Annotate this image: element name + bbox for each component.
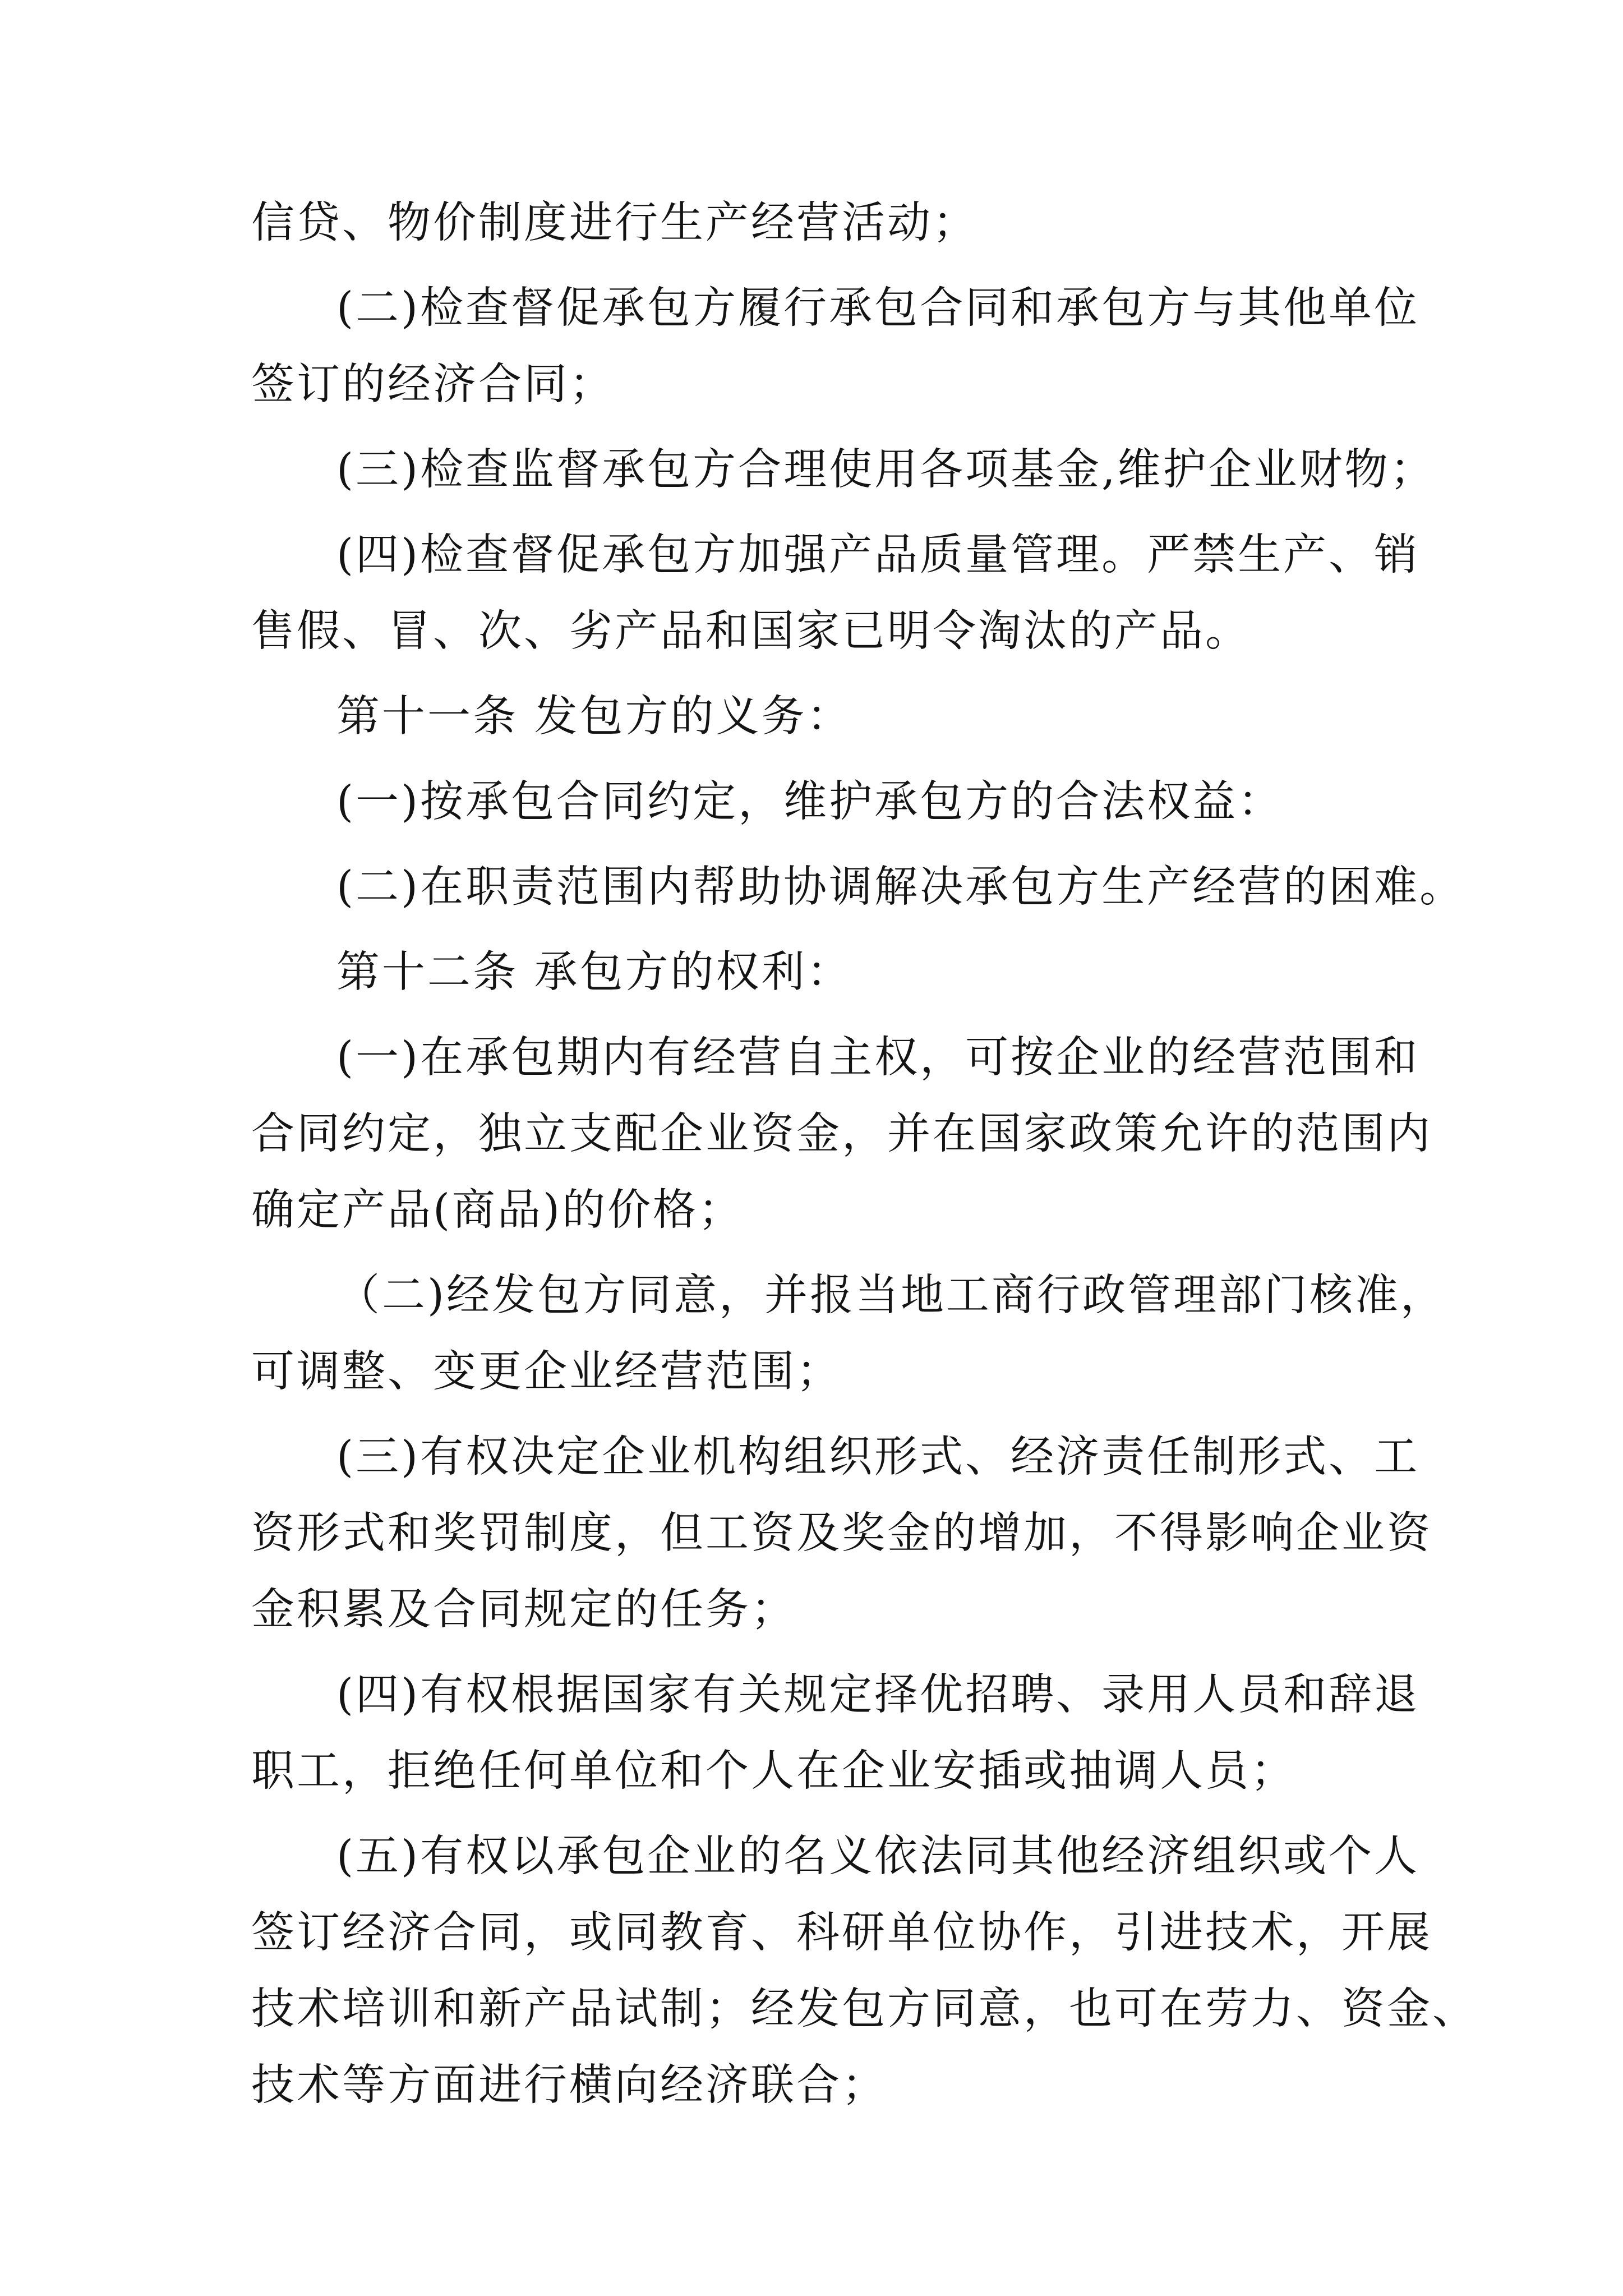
text-line: 可调整、变更企业经营范围； <box>251 1347 842 1397</box>
text-line: 信贷、物价制度进行生产经营活动； <box>251 198 978 248</box>
text-line: (二)检查督促承包方履行承包合同和承包方与其他单位 <box>336 283 1420 333</box>
text-line: (三)检查监督承包方合理使用各项基金,维护企业财物； <box>336 445 1436 495</box>
text-line: (一)在承包期内有经营自主权，可按企业的经营范围和 <box>336 1033 1420 1083</box>
text-line: (二)在职责范围内帮助协调解决承包方生产经营的困难。 <box>336 862 1465 912</box>
text-line: 签订经济合同，或同教育、科研单位协作，引进技术，开展 <box>251 1908 1432 1958</box>
text-line: (四)检查督促承包方加强产品质量管理。严禁生产、销 <box>336 530 1420 580</box>
text-line: 职工，拒绝任何单位和个人在企业安插或抽调人员； <box>251 1746 1296 1796</box>
article-heading <box>251 935 1378 1011</box>
text-line: 合同约定，独立支配企业资金，并在国家政策允许的范围内 <box>251 1109 1432 1159</box>
text-line: 确定产品(商品)的价格； <box>251 1185 744 1235</box>
text-line: (一)按承包合同约定，维护承包方的合法权益： <box>336 777 1284 827</box>
text-line: 金积累及合同规定的任务； <box>251 1585 796 1635</box>
paragraph <box>251 764 1378 840</box>
paragraph <box>251 1419 1432 1648</box>
paragraph <box>251 270 1420 423</box>
text-line: (五)有权以承包企业的名义依法同其他经济组织或个人 <box>336 1832 1420 1881</box>
text-line: 技术等方面进行横向经济联合； <box>251 2060 887 2110</box>
paragraph <box>251 185 1378 261</box>
article-heading <box>251 679 1378 755</box>
paragraph <box>251 849 1465 926</box>
text-line: 第十一条 发包方的义务： <box>336 692 852 742</box>
text-line: 技术培训和新产品试制；经发包方同意，也可在劳力、资金、 <box>251 1984 1478 2034</box>
paragraph <box>251 432 1436 508</box>
paragraph <box>251 1819 1478 2124</box>
text-line: 资形式和奖罚制度，但工资及奖金的增加，不得影响企业资 <box>251 1508 1432 1558</box>
text-line: 售假、冒、次、劣产品和国家已明令淘汰的产品。 <box>251 606 1251 656</box>
text-line: 第十二条 承包方的权利： <box>336 947 852 997</box>
text-line: （二)经发包方同意，并报当地工商行政管理部门核准， <box>336 1271 1446 1320</box>
paragraph <box>251 517 1420 670</box>
paragraph <box>251 1258 1446 1410</box>
paragraph <box>251 1020 1432 1249</box>
text-line: 签订的经济合同； <box>251 360 615 409</box>
text-line: (三)有权决定企业机构组织形式、经济责任制形式、工 <box>336 1432 1420 1482</box>
document-body <box>251 185 1478 2124</box>
text-line: (四)有权根据国家有关规定择优招聘、录用人员和辞退 <box>336 1670 1420 1720</box>
paragraph <box>251 1657 1420 1810</box>
